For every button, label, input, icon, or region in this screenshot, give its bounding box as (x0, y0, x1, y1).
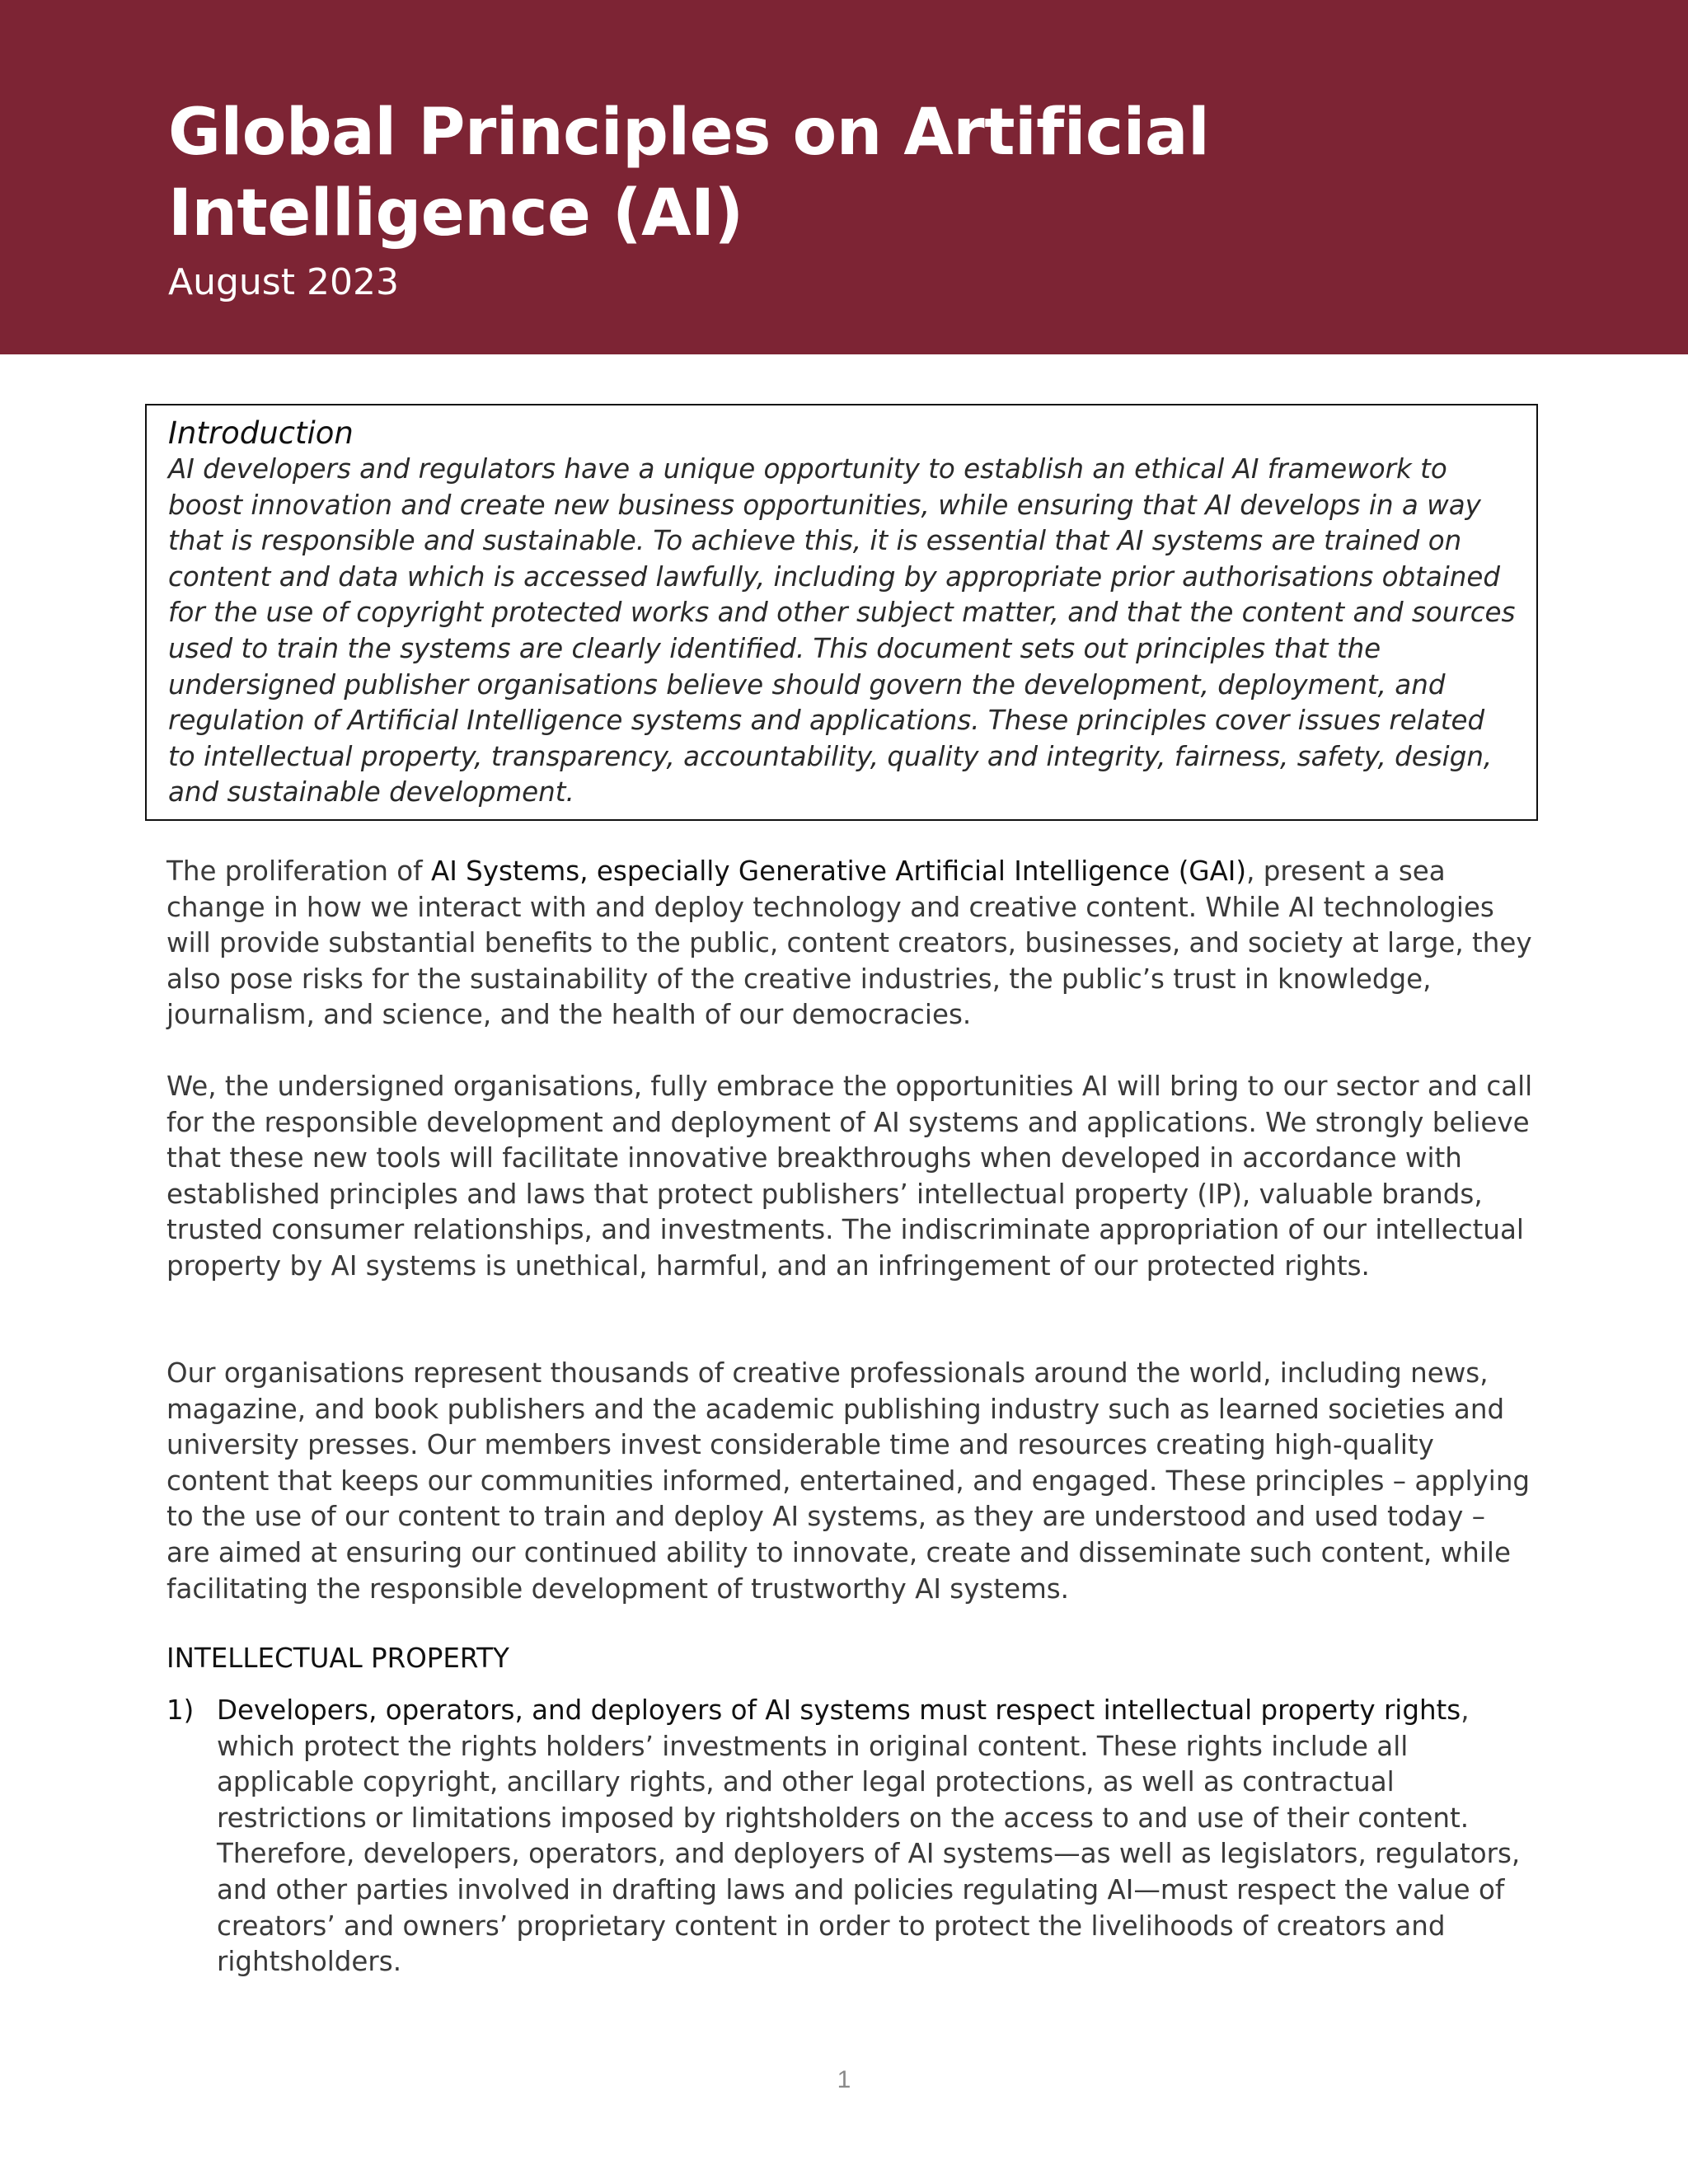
paragraph-text: , present a sea change in how we interact with and deploy technology and creative content. While AI technologies will provide substantial benefits to the public, content creators, businesses, and society at large, they also pose risks for the sustainability of the creative industries, the public’s trust in knowledge, journalism, and science, and the health of our democracies. (166, 855, 1532, 1031)
list-item-text (217, 1693, 1536, 1980)
list-item-number: 1) (166, 1694, 195, 1726)
paragraph-proliferation (166, 854, 1535, 1033)
title-banner (0, 0, 1688, 354)
paragraph-undersigned: We, the undersigned organisations, fully embrace the opportunities AI will bring to our sector and call for the responsible development and deployment of AI systems and applications. We strongly believe that these new tools will facilitate innovative breakthroughs when developed in accordance with established principles and laws that protect publishers’ intellectual property (IP), valuable brands, trusted consumer relationships, and investments. The indiscriminate appropriation of our intellectual property by AI systems is unethical, harmful, and an infringement of our protected rights. (166, 1071, 1533, 1282)
emphasis-text: AI Systems, especially Generative Artificial Intelligence (GAI) (430, 855, 1247, 887)
paragraph-organisations: Our organisations represent thousands of creative professionals around the world, including news, magazine, and book publishers and the academic publishing industry such as learned societies and university presses. Our members invest considerable time and resources creating high-quality content that keeps our communities informed, entertained, and engaged. These principles – applying to the use of our content to train and deploy AI systems, as they are understood and used today – are aimed at ensuring our continued ability to innovate, create and disseminate such content, while facilitating the responsible development of trustworthy AI systems. (166, 1357, 1531, 1605)
emphasis-text: Developers, operators, and deployers of AI systems must respect intellectual property rights (217, 1694, 1461, 1726)
page-number: 1 (837, 2066, 851, 2093)
list-item-body: , which protect the rights holders’ investments in original content. These rights include all applicable copyright, ancillary rights, and other legal protections, as well as contractual restrictions or limitations imposed by rightsholders on the access to and use of their content. Therefore, developers, operators, and deployers of AI systems—as well as legislators, regulators, and other parties involved in drafting laws and policies regulating AI—must respect the value of creators’ and owners’ proprietary content in order to protect the livelihoods of creators and rightsholders. (217, 1694, 1521, 1978)
introduction-box (145, 404, 1538, 821)
document-date: August 2023 (168, 261, 399, 303)
paragraph-text: The proliferation of (166, 855, 431, 887)
section-heading-intellectual-property: INTELLECTUAL PROPERTY (166, 1643, 509, 1674)
document-title: Global Principles on Artificial Intelligence (AI) (168, 96, 1210, 251)
introduction-text: AI developers and regulators have a unique opportunity to establish an ethical AI framework to boost innovation and create new business opportunities, while ensuring that AI develops in a way that is responsible and sustainable. To achieve this, it is essential that AI systems are trained on content and data which is accessed lawfully, including by appropriate prior authorisations obtained for the use of copyright protected works and other subject matter, and that the content and sources used to train the systems are clearly identified. This document sets out principles that the undersigned publisher organisations believe should govern the development, deployment, and regulation of Artificial Intelligence systems and applications. These principles cover issues related to intellectual property, transparency, accountability, quality and integrity, fairness, safety, design, and sustainable development. (168, 453, 1516, 808)
introduction-heading: Introduction (168, 415, 354, 451)
